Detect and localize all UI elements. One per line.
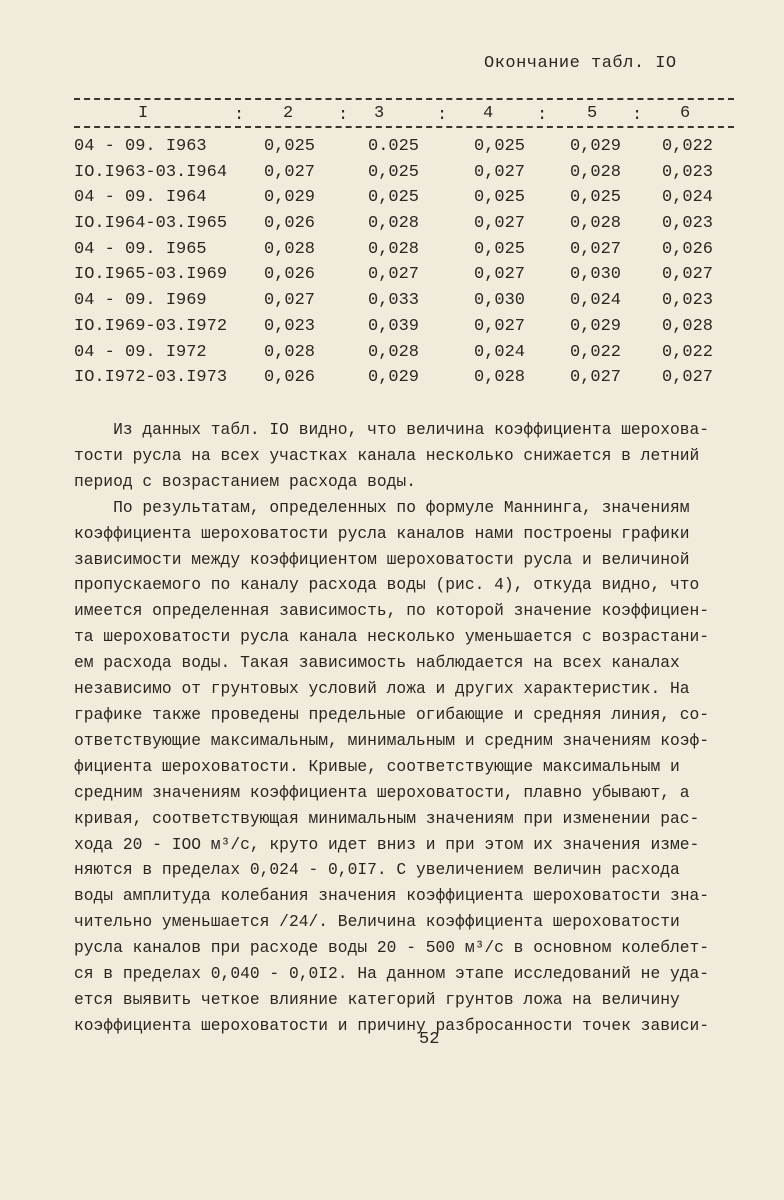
text-line: няются в пределах 0,024 - 0,0I7. С увеличением величин расхода — [74, 860, 680, 880]
table-cell: 0,028 — [264, 342, 316, 362]
table-row — [74, 137, 742, 163]
column-separator: : — [537, 106, 548, 125]
text-line: ся в пределах 0,040 - 0,0I2. На данном этапе исследований не уда- — [74, 964, 710, 984]
text-line: коэффициента шероховатости и причину разбросанности точек зависи- — [74, 1015, 710, 1035]
text-line: та шероховатости русла канала несколько уменьшается с возрастани- — [74, 627, 710, 647]
table-cell: 04 - 09. I963 — [74, 137, 207, 156]
table-cell: 0,025 — [368, 188, 420, 208]
table-cell: 0,028 — [368, 342, 420, 362]
table-cell: 0,029 — [368, 368, 420, 388]
table-row — [74, 265, 742, 291]
text-line: ответствующие максимальным, минимальным и средним значениям коэф- — [74, 730, 710, 750]
table-cell: 0,027 — [474, 316, 526, 336]
table-cell: 04 - 09. I965 — [74, 239, 207, 259]
text-line: пропускаемого по каналу расхода воды (рис. 4), откуда видно, что — [74, 575, 700, 595]
header-col-5: 5 — [587, 104, 598, 123]
table-cell: 0,026 — [662, 239, 714, 259]
table-cell: IO.I964-03.I965 — [74, 214, 228, 234]
table-row — [74, 368, 742, 394]
table-cell: 0,022 — [570, 342, 622, 362]
table-cell: 0,028 — [368, 239, 420, 259]
table-cell: 0,028 — [570, 162, 622, 182]
table-cell: 0,028 — [264, 239, 316, 259]
text-line: По результатам, определенных по формуле Маннинга, значениям — [74, 497, 690, 517]
table-cell: IO.I969-03.I972 — [74, 316, 228, 336]
table-cell: 0,027 — [474, 214, 526, 234]
table-cell: 0,033 — [368, 291, 420, 311]
text-line: коэффициента шероховатости русла каналов нами построены графики — [74, 523, 690, 543]
table-cell: 0,025 — [474, 188, 526, 208]
header-col-6: 6 — [680, 104, 691, 123]
table-cell: 0,027 — [662, 265, 714, 285]
table-top-rule — [74, 98, 734, 100]
table-cell: 0,024 — [662, 188, 714, 208]
table-cell: 0,023 — [264, 316, 316, 336]
text-line: русла каналов при расходе воды 20 - 500 м³/с в основном колеблет- — [74, 938, 710, 958]
table-cell: IO.I965-03.I969 — [74, 265, 228, 285]
table-cell: 0,025 — [264, 137, 316, 156]
text-line: чительно уменьшается /24/. Величина коэффициента шероховатости — [74, 912, 680, 932]
body-text — [74, 417, 764, 1039]
table-row — [74, 317, 742, 343]
table-cell: IO.I963-03.I964 — [74, 162, 228, 182]
table-row — [74, 188, 742, 214]
text-line: тости русла на всех участках канала несколько снижается в летний — [74, 445, 700, 465]
table-row — [74, 291, 742, 317]
table-cell: 0,029 — [264, 188, 316, 208]
table-cell: 0,025 — [570, 188, 622, 208]
table-cell: 0,027 — [264, 162, 316, 182]
table-cell: 0,026 — [264, 368, 316, 388]
header-col-3: 3 — [374, 104, 385, 123]
text-line: имеется определенная зависимость, по которой значение коэффициен- — [74, 601, 710, 621]
table-cell: 0,027 — [570, 368, 622, 388]
header-col-4: 4 — [483, 104, 494, 123]
table-cell: 04 - 09. I964 — [74, 188, 207, 208]
table-cell: 0,027 — [662, 368, 714, 388]
table-cell: 0,029 — [570, 137, 622, 156]
text-line: ем расхода воды. Такая зависимость наблюдается на всех каналах — [74, 653, 680, 673]
table-cell: 0,027 — [264, 291, 316, 311]
table-cell: 0,028 — [662, 316, 714, 336]
table-caption: Окончание табл. IO — [484, 54, 677, 73]
table-cell: 0,030 — [474, 291, 526, 311]
text-line: зависимости между коэффициентом шероховатости русла и величиной — [74, 549, 690, 569]
column-separator: : — [632, 106, 643, 125]
text-line: фициента шероховатости. Кривые, соответствующие максимальным и — [74, 756, 680, 776]
table-cell: 0,022 — [662, 137, 714, 156]
text-line: кривая, соответствующая минимальным значениям при изменении рас- — [74, 808, 700, 828]
text-line: независимо от грунтовых условий ложа и других характеристик. На — [74, 679, 690, 699]
table-cell: 0,023 — [662, 291, 714, 311]
table-cell: 0,027 — [474, 162, 526, 182]
table-cell: 0,025 — [474, 137, 526, 156]
table-cell: 04 - 09. I969 — [74, 291, 207, 311]
table-cell: 0,025 — [368, 162, 420, 182]
text-line: воды амплитуда колебания значения коэффициента шероховатости зна- — [74, 886, 710, 906]
table-row — [74, 240, 742, 266]
table-cell: 0,026 — [264, 214, 316, 234]
column-separator: : — [234, 106, 245, 125]
table-row — [74, 343, 742, 369]
table-header-rule — [74, 126, 734, 128]
table-cell: 0,030 — [570, 265, 622, 285]
table-cell: 0,027 — [368, 265, 420, 285]
table-cell: IO.I972-03.I973 — [74, 368, 228, 388]
header-col-2: 2 — [283, 104, 294, 123]
table-row — [74, 163, 742, 189]
table-cell: 0,023 — [662, 162, 714, 182]
table-cell: 0,028 — [570, 214, 622, 234]
text-line: графике также проведены предельные огибающие и средняя линия, со- — [74, 704, 710, 724]
header-col-1: I — [138, 104, 149, 123]
column-separator: : — [437, 106, 448, 125]
table-cell: 0,022 — [662, 342, 714, 362]
table-cell: 04 - 09. I972 — [74, 342, 207, 362]
table-cell: 0,027 — [474, 265, 526, 285]
text-line: ется выявить четкое влияние категорий грунтов ложа на величину — [74, 989, 680, 1009]
column-separator: : — [338, 106, 349, 125]
text-line: Из данных табл. IO видно, что величина коэффициента шерохова- — [74, 420, 710, 439]
table-cell: 0.025 — [368, 137, 420, 156]
table-row — [74, 214, 742, 240]
page-number: 52 — [419, 1030, 440, 1049]
data-table — [74, 137, 742, 394]
table-header — [0, 104, 784, 128]
text-line: период с возрастанием расхода воды. — [74, 471, 416, 491]
table-cell: 0,028 — [474, 368, 526, 388]
table-cell: 0,027 — [570, 239, 622, 259]
table-cell: 0,029 — [570, 316, 622, 336]
table-cell: 0,024 — [570, 291, 622, 311]
table-cell: 0,023 — [662, 214, 714, 234]
text-line: хода 20 - IOO м³/с, круто идет вниз и при этом их значения изме- — [74, 834, 700, 854]
table-cell: 0,028 — [368, 214, 420, 234]
text-line: средним значениям коэффициента шероховатости, плавно убывают, а — [74, 782, 690, 802]
table-cell: 0,039 — [368, 316, 420, 336]
table-cell: 0,024 — [474, 342, 526, 362]
table-cell: 0,026 — [264, 265, 316, 285]
table-cell: 0,025 — [474, 239, 526, 259]
